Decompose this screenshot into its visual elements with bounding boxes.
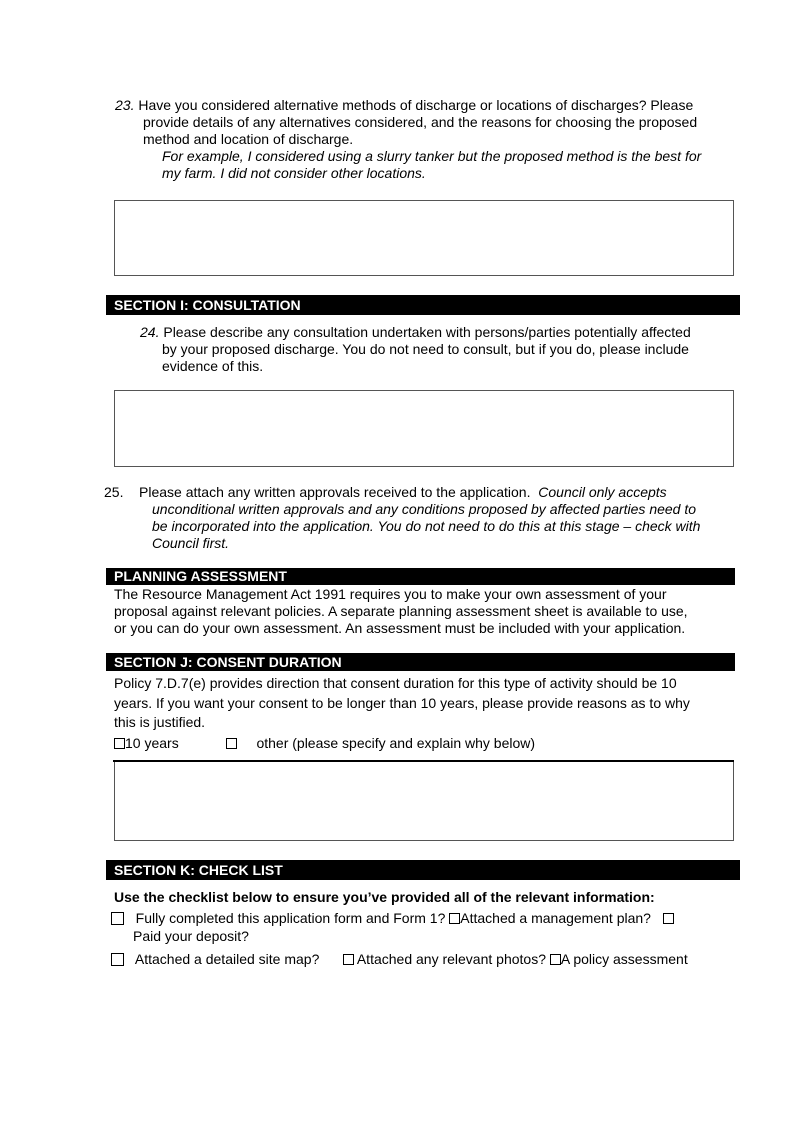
q23-example-line1: For example, I considered using a slurry tanker but the proposed method is the best for [162, 148, 702, 164]
item-management-plan: Attached a management plan? [460, 910, 651, 926]
item-site-map: Attached a detailed site map? [134, 951, 320, 967]
q24-line3: evidence of this. [162, 358, 264, 374]
q23-line1 [115, 97, 693, 114]
section-j-line1: Policy 7.D.7(e) provides direction that consent duration for this type of activity should be 10 [114, 675, 677, 691]
q25-note-line1: Council only accepts [538, 484, 667, 500]
checkbox-10-years[interactable] [114, 738, 125, 749]
duration-answer-box[interactable] [114, 762, 734, 841]
q23-example-line2: my farm. I did not consider other locations. [162, 165, 426, 181]
item-policy-assessment: A policy assessment [560, 951, 688, 967]
duration-option-10-years[interactable] [114, 735, 179, 752]
item-completed-form: Fully completed this application form and Form 1? [135, 910, 446, 926]
checkbox-completed-form[interactable] [111, 912, 124, 925]
checklist-intro: Use the checklist below to ensure you’ve provided all of the relevant information: [114, 889, 655, 905]
q25-line1 [104, 484, 667, 501]
q24-line1 [140, 324, 691, 341]
section-i-header: SECTION I: CONSULTATION [106, 295, 740, 315]
checkbox-policy-assessment[interactable] [550, 954, 561, 965]
duration-option-other[interactable] [226, 735, 535, 752]
q23-answer-box[interactable] [114, 200, 734, 276]
planning-line3: or you can do your own assessment. An assessment must be included with your application. [114, 620, 686, 636]
q23-line3: method and location of discharge. [143, 131, 354, 147]
checklist-row1 [111, 910, 674, 927]
checklist-row2 [111, 951, 688, 968]
section-j-header: SECTION J: CONSENT DURATION [106, 653, 735, 671]
q23-number: 23. [115, 97, 135, 113]
q25-text: Please attach any written approvals received to the application. [139, 484, 531, 500]
planning-assessment-header: PLANNING ASSESSMENT [106, 568, 735, 585]
q25-note-line3: be incorporated into the application. You do not need to do this at this stage – check with [152, 518, 701, 534]
q24-line2: by your proposed discharge. You do not need to consult, but if you do, please include [162, 341, 689, 357]
section-k-header: SECTION K: CHECK LIST [106, 860, 740, 880]
q25-note-line2: unconditional written approvals and any conditions proposed by affected parties need to [152, 501, 697, 517]
checkbox-management-plan[interactable] [449, 913, 460, 924]
planning-line2: proposal against relevant policies. A separate planning assessment sheet is available to use, [114, 603, 688, 619]
q23-text: Have you considered alternative methods of discharge or locations of discharges? Please [138, 97, 694, 113]
q25-number: 25. [104, 484, 124, 500]
checkbox-paid-deposit[interactable] [663, 913, 674, 924]
q24-text: Please describe any consultation undertaken with persons/parties potentially affected [163, 324, 691, 340]
item-paid-deposit: Paid your deposit? [133, 928, 249, 944]
q24-answer-box[interactable] [114, 390, 734, 467]
checkbox-other[interactable] [226, 738, 237, 749]
q24-number: 24. [140, 324, 160, 340]
checkbox-relevant-photos[interactable] [343, 954, 354, 965]
q25-note-line4: Council first. [152, 535, 230, 551]
checkbox-site-map[interactable] [111, 953, 124, 966]
option-other-label: other (please specify and explain why below) [256, 735, 536, 751]
option-10-years-label: 10 years [125, 735, 179, 751]
q23-line2: provide details of any alternatives considered, and the reasons for choosing the proposed [143, 114, 698, 130]
planning-line1: The Resource Management Act 1991 requires you to make your own assessment of your [114, 586, 667, 602]
section-j-line3: this is justified. [114, 714, 206, 730]
section-j-line2: years. If you want your consent to be longer than 10 years, please provide reasons as to why [114, 695, 690, 711]
item-relevant-photos: Attached any relevant photos? [356, 951, 546, 967]
